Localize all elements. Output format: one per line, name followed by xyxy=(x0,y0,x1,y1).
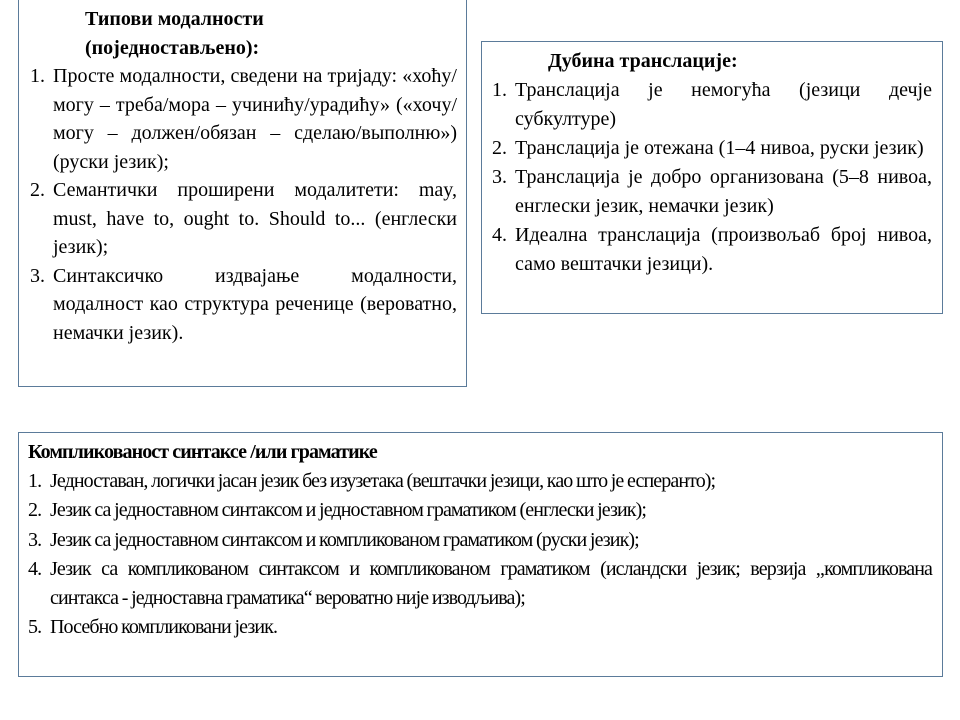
item-number: 3. xyxy=(30,264,45,287)
item-number: 2. xyxy=(28,499,42,522)
list-item xyxy=(28,496,932,525)
item-number: 5. xyxy=(28,616,42,639)
item-number: 3. xyxy=(492,166,507,188)
list-item xyxy=(28,526,932,555)
complexity-title: Компликованост синтаксе /или граматике xyxy=(28,441,377,463)
list-item xyxy=(28,467,932,496)
translation-title: Дубина транслације: xyxy=(548,50,738,72)
item-number: 2. xyxy=(30,179,45,201)
item-number: 1. xyxy=(492,79,507,101)
list-item xyxy=(28,555,932,614)
item-text: Транслација је добро организована (5–8 нивоа, енглески језик, немачки језик) xyxy=(515,166,932,217)
item-text: Језик са једноставном синтаксом и једноставном граматиком (енглески језик); xyxy=(50,499,647,522)
modalities-box xyxy=(18,0,467,387)
complexity-box xyxy=(18,432,943,677)
item-text: Идеална транслација (произвољаб број нивоа, само вештачки језици). xyxy=(515,224,932,275)
item-text: Семантички проширени модалитети: may, must, have to, ought to. Should to... (енглески језик); xyxy=(53,179,457,258)
item-number: 1. xyxy=(28,470,42,492)
translation-box xyxy=(481,41,943,314)
item-text: Посебно компликовани језик. xyxy=(50,616,278,639)
item-text: Језик са једноставном синтаксом и компликованом граматиком (руски језик); xyxy=(50,528,639,551)
list-item xyxy=(492,134,932,163)
modalities-title xyxy=(30,5,457,62)
modalities-title-line1: Типови модалности xyxy=(85,8,264,30)
list-item xyxy=(30,176,457,262)
item-text: Транслација је отежана (1–4 нивоа, руски језик) xyxy=(515,137,924,159)
item-text: Просте модалности, сведени на тријаду: «хоћу/могу – треба/мора – учинићу/урадићу» («хочу/могу – должен/обязан – сделаю/выполню») (руски језик); xyxy=(53,65,457,173)
item-number: 3. xyxy=(28,528,42,551)
list-item xyxy=(28,613,932,642)
list-item xyxy=(30,262,457,348)
item-number: 4. xyxy=(492,224,507,246)
item-number: 4. xyxy=(28,557,42,580)
item-number: 2. xyxy=(492,137,507,159)
list-item xyxy=(492,221,932,279)
complexity-list xyxy=(28,467,932,643)
item-text: Језик са компликованом синтаксом и компликованом граматиком (исландски језик; верзија ,,компликована синтакса - једноставна граматика“ вероватно није изводљива); xyxy=(50,557,932,610)
item-text: Синтаксичко издвајање модалности, модалност као структура реченице (вероватно, немачки језик). xyxy=(53,264,457,344)
list-item xyxy=(492,76,932,134)
modalities-title-line2: (поједностављено): xyxy=(85,36,260,59)
modalities-list xyxy=(30,62,457,347)
list-item xyxy=(492,163,932,221)
item-text: Једноставан, логички јасан језик без изузетака (вештачки језици, као што је есперанто); xyxy=(50,470,716,492)
translation-list xyxy=(492,76,932,279)
item-text: Транслација је немогућа (језици дечје субкултуре) xyxy=(515,79,932,130)
list-item xyxy=(30,62,457,176)
item-number: 1. xyxy=(30,65,45,87)
